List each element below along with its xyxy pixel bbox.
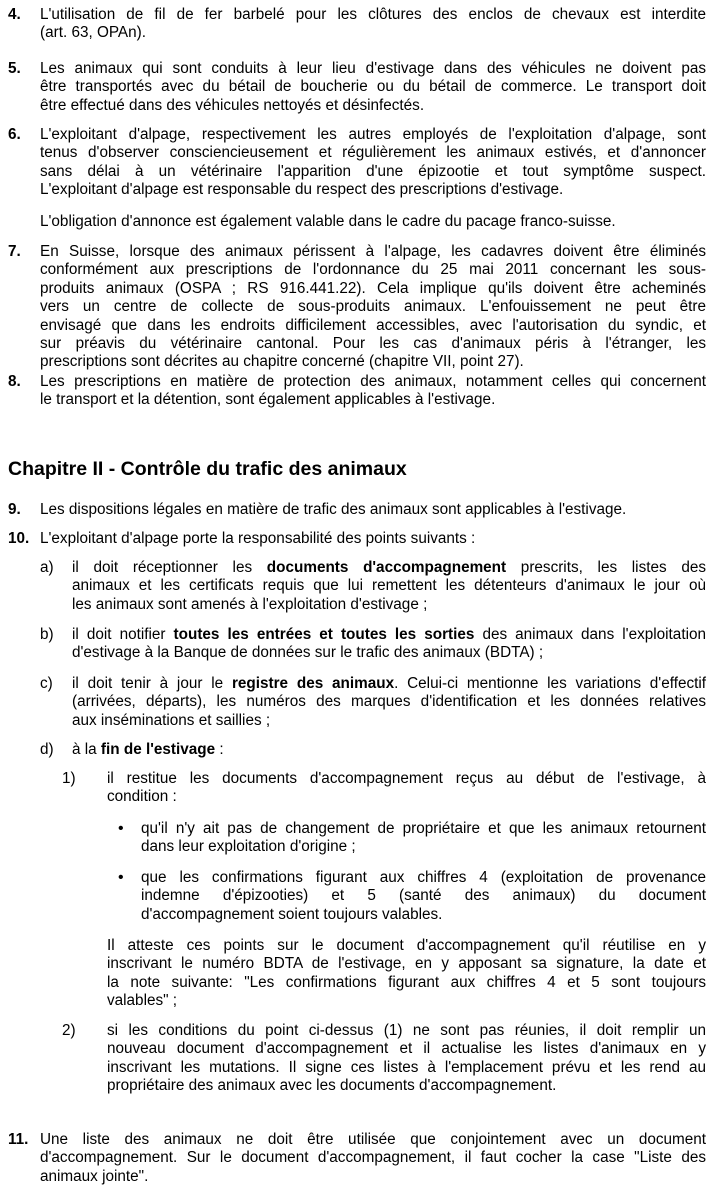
text-line: [72, 559, 706, 577]
bold-term: toutes les entrées et toutes les sorties: [173, 626, 475, 643]
text-span: à la: [72, 741, 101, 758]
text-line: Les animaux qui sont conduits à leur lieu d'estivage dans des véhicules ne doivent pas: [40, 60, 706, 77]
text-line: tenus d'observer consciencieusement et régulièrement les animaux estivés, et d'annoncer: [40, 144, 706, 162]
text-line: conformément aux prescriptions de l'ordonnance du 25 mai 2011 concernant les sous-: [40, 261, 706, 279]
item-10c-text: [72, 675, 706, 730]
item-4-text: [40, 6, 706, 43]
item-9-text: [40, 501, 706, 519]
text-line: d'estivage à la Banque de données sur le trafic des animaux (BDTA) ;: [72, 644, 544, 662]
text-line: L'obligation d'annonce est également valable dans le cadre du pacage franco-suisse.: [40, 213, 616, 230]
sub-label: a): [40, 559, 54, 576]
text-span: il doit notifier: [72, 626, 174, 643]
text-line: dans leur exploitation d'origine ;: [141, 838, 356, 856]
text-line: qu'il n'y ait pas de changement de propriétaire et que les animaux retournent: [141, 820, 706, 837]
text-line: d'accompagnement soient toujours valables.: [141, 905, 443, 923]
text-line: prescriptions sont décrites au chapitre concerné (chapitre VII, point 27).: [40, 353, 524, 371]
sub-sub-label: 2): [62, 1022, 76, 1039]
text-line: produits animaux (OSPA ; RS 916.441.22). Cela implique qu'ils doivent être acheminés: [40, 279, 706, 297]
text-line: Une liste des animaux ne doit être utilisée que conjointement avec un document: [40, 1131, 706, 1148]
item-number: 4.: [8, 6, 21, 23]
text-line: [72, 626, 706, 644]
item-number: 5.: [8, 60, 21, 77]
item-10d1-after: [107, 937, 706, 1011]
item-number: 6.: [8, 126, 21, 143]
bold-term: registre des animaux: [231, 675, 395, 692]
item-10a-text: [72, 559, 706, 614]
text-span: prescrits, les listes des: [506, 559, 706, 576]
text-line: L'exploitant d'alpage porte la responsabilité des points suivants :: [40, 530, 476, 547]
text-line: vers un centre de collecte de sous-produits animaux. L'enfouissement ne peut être: [40, 298, 706, 316]
item-number: 8.: [8, 373, 21, 390]
sub-label: c): [40, 675, 53, 692]
bold-term: documents d'accompagnement: [266, 559, 507, 576]
text-line: être transportés avec du bétail de boucherie ou du bétail de commerce. Le transport doit: [40, 78, 706, 96]
sub-label: b): [40, 626, 54, 643]
text-line: être effectué dans des véhicules nettoyés et désinfectés.: [40, 96, 425, 114]
text-line: L'exploitant d'alpage, respectivement les autres employés de l'exploitation d'alpage, sont: [40, 126, 706, 143]
text-line: animaux et les certificats requis que lui remettent les détenteurs d'animaux le jour où: [72, 577, 706, 595]
text-line: animaux jointe".: [40, 1167, 149, 1185]
text-line: les animaux sont amenés à l'exploitation d'estivage ;: [72, 595, 428, 613]
text-line: [72, 675, 706, 693]
bullet-item-text: [141, 869, 706, 924]
text-line: aux inséminations et saillies ;: [72, 711, 271, 729]
item-11-text: [40, 1131, 706, 1186]
item-number: 9.: [8, 501, 21, 518]
text-line: il restitue les documents d'accompagnement reçus au début de l'estivage, à: [107, 770, 706, 787]
bold-term: fin de l'estivage: [100, 741, 216, 758]
text-line: inscrivant le numéro BDTA de l'estivage, en y apposant sa signature, la date et: [107, 955, 706, 973]
text-line: nouveau document d'accompagnement et il actualise les listes d'animaux en y: [107, 1040, 706, 1058]
text-line: [72, 741, 706, 759]
text-line: la note suivante: "Les confirmations figurant aux chiffres 4 et 5 sont toujours: [107, 973, 706, 991]
text-line: que les confirmations figurant aux chiffres 4 (exploitation de provenance: [141, 869, 706, 886]
text-line: si les conditions du point ci-dessus (1) ne sont pas réunies, il doit remplir un: [107, 1022, 706, 1039]
text-line: L'exploitant d'alpage est responsable du respect des prescriptions d'estivage.: [40, 181, 564, 199]
text-span: :: [215, 741, 224, 758]
text-line: (arrivées, départs), les numéros des marques d'identification et les données relatives: [72, 693, 706, 711]
sub-label: d): [40, 741, 54, 758]
item-7-text: [40, 243, 706, 372]
item-number: 10.: [8, 530, 30, 547]
bullet-icon: •: [118, 869, 124, 886]
text-line: indemne d'épizooties) et 5 (santé des animaux) du document: [141, 887, 706, 905]
text-line: d'accompagnement. Sur le document d'accompagnement, il faut cocher la case "Liste des: [40, 1149, 706, 1167]
item-8-text: [40, 373, 706, 410]
sub-sub-label: 1): [62, 770, 76, 787]
item-6-text: [40, 126, 706, 200]
text-line: Les prescriptions en matière de protection des animaux, notamment celles qui concernent: [40, 373, 706, 390]
text-line: sans délai à un vétérinaire l'apparition d'une épizootie et tout symptôme suspect.: [40, 162, 706, 180]
item-number: 11.: [8, 1131, 29, 1148]
text-line: inscrivant les mutations. Il signe ces listes à l'emplacement prévu et les rend au: [107, 1058, 706, 1076]
item-number: 7.: [8, 243, 21, 260]
text-span: . Celui-ci mentionne les variations d'effectif: [394, 675, 706, 692]
item-5-text: [40, 60, 706, 115]
text-line: L'utilisation de fil de fer barbelé pour les clôtures des enclos de chevaux est interdite: [40, 6, 706, 23]
bullet-item-text: [141, 820, 706, 857]
text-line: le transport et la détention, sont également applicables à l'estivage.: [40, 391, 496, 409]
text-line: (art. 63, OPAn).: [40, 24, 146, 42]
text-line: sur préavis du vétérinaire cantonal. Pour les cas d'animaux péris à l'étranger, les: [40, 335, 706, 353]
bullet-icon: •: [118, 820, 124, 837]
item-6-note: [40, 213, 706, 231]
text-line: Les dispositions légales en matière de trafic des animaux sont applicables à l'estivage.: [40, 501, 627, 518]
item-10b-text: [72, 626, 706, 663]
text-span: il doit réceptionner les: [72, 559, 267, 576]
text-line: valables" ;: [107, 992, 178, 1010]
text-line: En Suisse, lorsque des animaux périssent à l'alpage, les cadavres doivent être éliminés: [40, 243, 706, 260]
text-line: envisagé que dans les endroits difficilement accessibles, avec l'autorisation du syndic, et: [40, 316, 706, 334]
item-10d1-text: [107, 770, 706, 807]
item-10d-text: [72, 741, 706, 759]
text-span: des animaux dans l'exploitation: [474, 626, 706, 643]
text-line: propriétaire des animaux avec les documents d'accompagnement.: [107, 1077, 557, 1095]
text-line: condition :: [107, 788, 177, 806]
item-10d2-text: [107, 1022, 706, 1096]
chapter-heading: Chapitre II - Contrôle du trafic des animaux: [8, 458, 407, 480]
text-span: il doit tenir à jour le: [72, 675, 232, 692]
text-line: Il atteste ces points sur le document d'accompagnement qu'il réutilise en y: [107, 937, 706, 954]
item-10-intro: [40, 530, 706, 548]
